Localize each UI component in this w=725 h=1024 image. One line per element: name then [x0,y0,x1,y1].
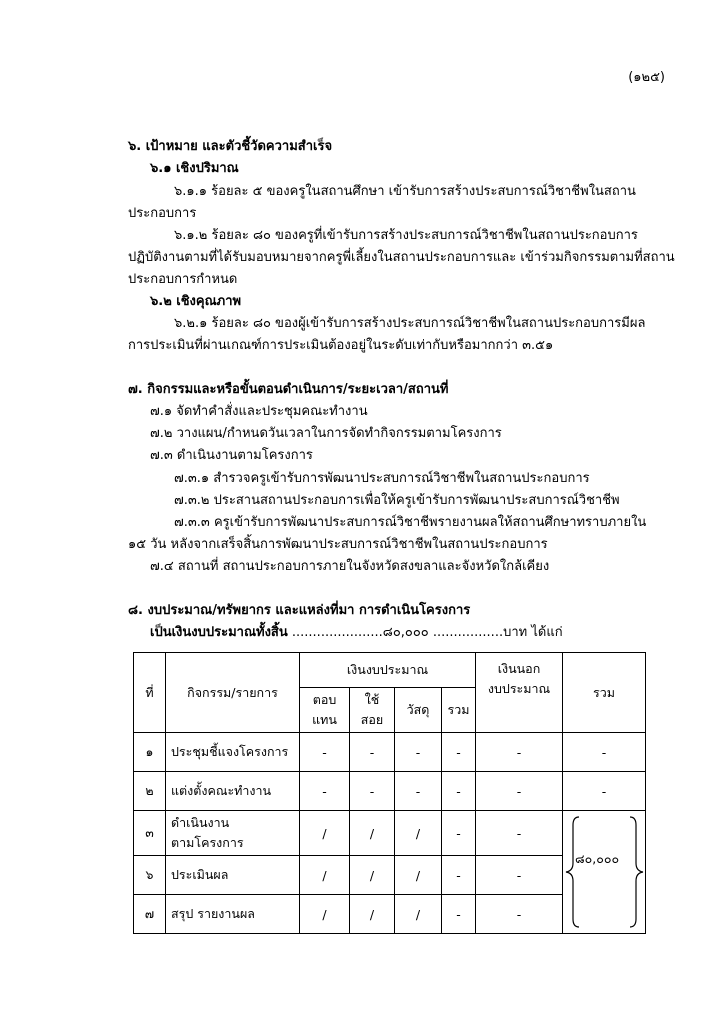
row-compensation: / [300,811,350,856]
header-nonbudget-line1: เงินนอก [497,661,541,676]
row-nonbudget: - [476,895,563,934]
row-activity: ประเมินผล [166,856,300,895]
section7-item-7-3-1: ๗.๓.๑ สำรวจครูเข้ารับการพัฒนาประสบการณ์วิชาชีพในสถานประกอบการ [174,471,590,486]
header-use [350,688,395,733]
row-no: ๖ [134,856,166,895]
row-activity: แต่งตั้งคณะทำงาน [166,772,300,811]
row-use: - [350,733,395,772]
section7-item-7-4: ๗.๔ สถานที่ สถานประกอบการภายในจังหวัดสงขลาและจังหวัดใกล้เคียง [150,559,550,574]
brace-icon [563,811,646,933]
header-material: วัสดุ [395,688,442,733]
section6-q2-line3: ประกอบการกำหนด [128,272,238,287]
section7-item-7-3-2: ๗.๓.๒ ประสานสถานประกอบการเพื่อให้ครูเข้ารับการพัฒนาประสบการณ์วิชาชีพ [174,493,620,508]
row-use: / [350,895,395,934]
grand-total-value: ๘๐,๐๐๐ [575,851,620,866]
row-activity-line1: ดำเนินงาน [171,815,230,830]
header-total: รวม [563,653,646,733]
row-material: - [395,733,442,772]
row-nonbudget: - [476,772,563,811]
row-material: - [395,772,442,811]
row-total: - [563,772,646,811]
section6-quant-heading: ๖.๑ เชิงปริมาณ [150,161,239,176]
row-compensation: / [300,895,350,934]
row-sum: - [442,856,476,895]
budget-label: เป็นเงินงบประมาณทั้งสิ้น [150,625,288,640]
row-nonbudget: - [476,733,563,772]
section7-item-7-3-3-line2: ๑๕ วัน หลังจากเสร็จสิ้นการพัฒนาประสบการณ์วิชาชีพในสถานประกอบการ [128,537,548,552]
row-use: / [350,856,395,895]
section6-q1-line1: ๖.๑.๑ ร้อยละ ๕ ของครูในสถานศึกษา เข้ารับการสร้างประสบการณ์วิชาชีพในสถาน [174,184,636,199]
row-sum: - [442,895,476,934]
section6-ql1-line2: การประเมินที่ผ่านเกณฑ์การประเมินต้องอยู่ในระดับเท่ากับหรือมากกว่า ๓.๕๑ [128,338,554,353]
header-compensation-line1: ตอบ [312,692,337,707]
section7-item-7-3: ๗.๓ ดำเนินงานตามโครงการ [150,448,313,463]
header-no: ที่ [134,653,166,733]
header-use-line1: ใช้ [364,692,380,707]
row-use: - [350,772,395,811]
section6-qual-heading: ๖.๒ เชิงคุณภาพ [150,294,242,309]
row-nonbudget: - [476,811,563,856]
section6-ql1-line1: ๖.๒.๑ ร้อยละ ๘๐ ของผู้เข้ารับการสร้างประสบการณ์วิชาชีพในสถานประกอบการมีผล [174,316,646,331]
section7-heading: ๗. กิจกรรมและหรือขั้นตอนดำเนินการ/ระยะเวลา/สถานที่ [128,382,449,397]
row-nonbudget: - [476,856,563,895]
header-compensation-line2: แทน [312,712,337,727]
header-use-line2: สอย [360,712,384,727]
row-no: ๗ [134,895,166,934]
header-nonbudget-line2: งบประมาณ [487,681,551,696]
row-activity: สรุป รายงานผล [166,895,300,934]
table-row [134,811,646,856]
header-compensation [300,688,350,733]
section7-item-7-2: ๗.๒ วางแผน/กำหนดวันเวลาในการจัดทำกิจกรรมตามโครงการ [150,426,502,441]
row-material: / [395,811,442,856]
section7-item-7-3-3-line1: ๗.๓.๓ ครูเข้ารับการพัฒนาประสบการณ์วิชาชีพรายงานผลให้สถานศึกษาทราบภายใน [174,515,647,530]
row-activity [166,811,300,856]
row-activity: ประชุมชี้แจงโครงการ [166,733,300,772]
section6-q2-line1: ๖.๑.๒ ร้อยละ ๘๐ ของครูที่เข้ารับการสร้างประสบการณ์วิชาชีพในสถานประกอบการ [174,228,638,243]
row-no: ๓ [134,811,166,856]
row-compensation: / [300,856,350,895]
header-activity: กิจกรรม/รายการ [166,653,300,733]
page-number: (๑๒๕) [628,70,665,85]
row-no: ๒ [134,772,166,811]
budget-table [133,652,646,934]
row-material: / [395,856,442,895]
row-compensation: - [300,733,350,772]
row-activity-line2: ตามโครงการ [171,835,244,850]
row-material: / [395,895,442,934]
table-row [134,733,646,772]
section6-q2-line2: ปฏิบัติงานตามที่ได้รับมอบหมายจากครูพี่เลี้ยงในสถานประกอบการและ เข้าร่วมกิจกรรมตามที่สถาน [128,250,675,265]
section8-budget-line [150,623,563,643]
header-sum: รวม [442,688,476,733]
budget-amount: ......................๘๐,๐๐๐ .................บาท ได้แก่ [291,625,563,640]
header-nonbudget [476,653,563,733]
row-no: ๑ [134,733,166,772]
row-compensation: - [300,772,350,811]
row-total: - [563,733,646,772]
row-sum: - [442,733,476,772]
section8-heading: ๘. งบประมาณ/ทรัพยากร และแหล่งที่มา การดำเนินโครงการ [128,603,471,618]
header-budget: เงินงบประมาณ [300,653,476,688]
row-sum: - [442,772,476,811]
section6-q1-line2: ประกอบการ [128,206,197,221]
section7-item-7-1: ๗.๑ จัดทำคำสั่งและประชุมคณะทำงาน [150,404,368,419]
grand-total-cell [563,811,646,934]
row-sum: - [442,811,476,856]
section6-heading: ๖. เป้าหมาย และตัวชี้วัดความสำเร็จ [128,139,333,154]
row-use: / [350,811,395,856]
table-row [134,772,646,811]
